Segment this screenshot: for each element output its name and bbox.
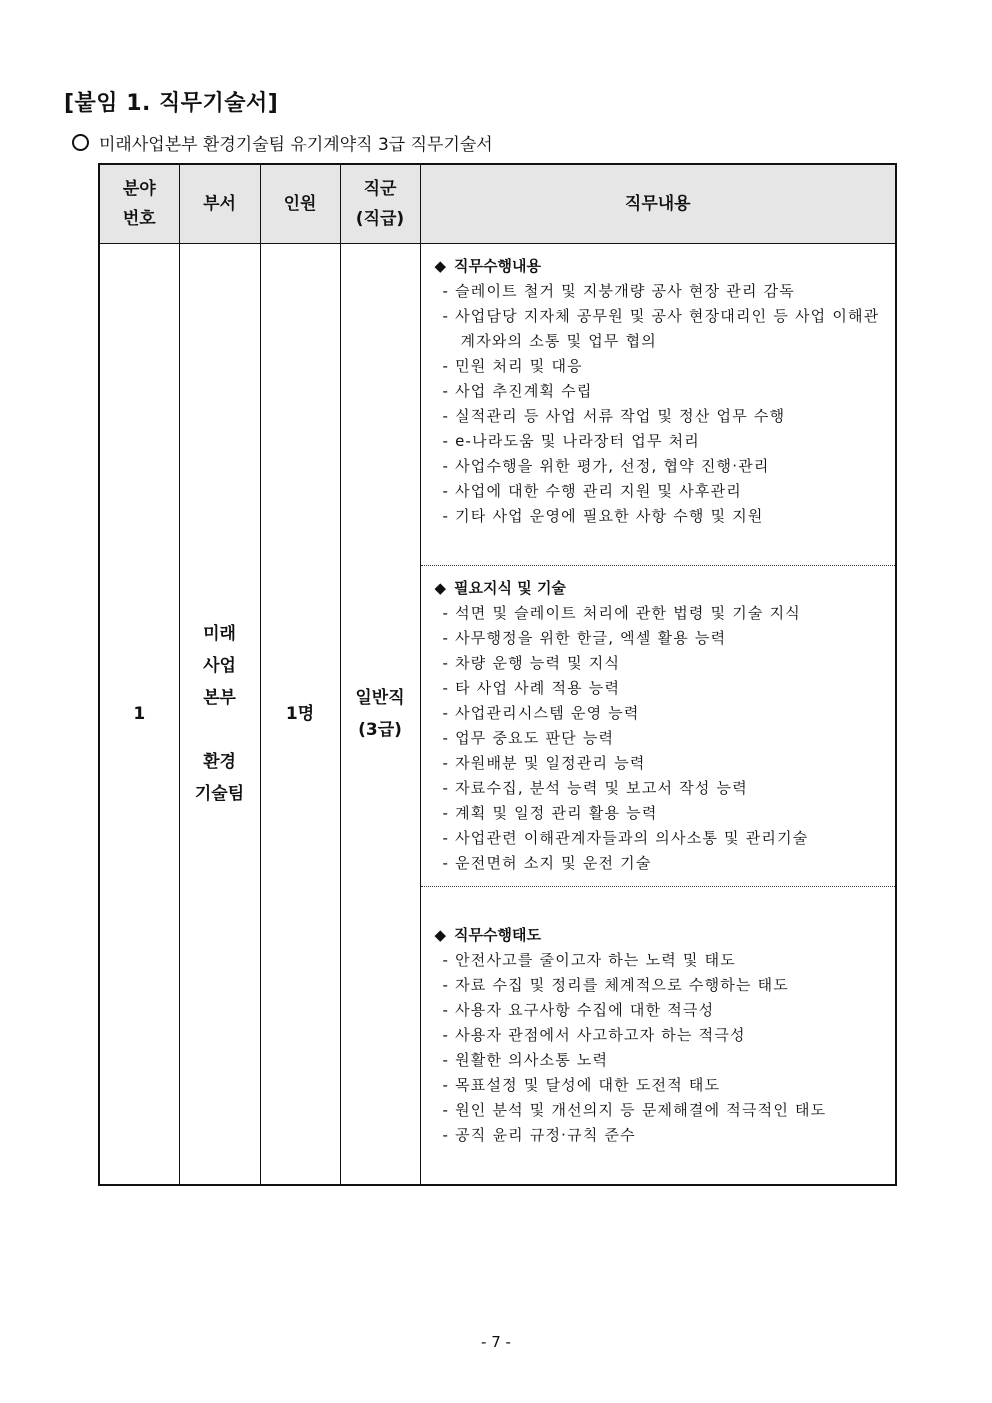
header-headcount: 인원 [260, 164, 340, 244]
section-title: 필요지식 및 기술 [454, 579, 566, 597]
cell-department: 미래 사업 본부 환경 기술팀 [179, 244, 260, 1185]
list-item: - 원인 분석 및 개선의지 등 문제해결에 적극적인 태도 [442, 1101, 827, 1119]
job-description-table [98, 163, 897, 1186]
list-item: - 사업관련 이해관계자들과의 의사소통 및 관리기술 [442, 829, 809, 847]
header-field-no: 분야 번호 [99, 164, 179, 244]
list-item: - 업무 중요도 판단 능력 [442, 729, 615, 747]
list-item: - 사업에 대한 수행 관리 지원 및 사후관리 [442, 482, 742, 500]
list-item: - 자원배분 및 일정관리 능력 [442, 754, 646, 772]
list-item: - 차량 운행 능력 및 지식 [442, 654, 621, 672]
section-duties [421, 244, 896, 565]
list-item: - 안전사고를 줄이고자 하는 노력 및 태도 [442, 951, 736, 969]
table-header-row [99, 164, 896, 244]
section-title: 직무수행내용 [454, 257, 541, 275]
list-item: - 자료 수집 및 정리를 체계적으로 수행하는 태도 [442, 976, 790, 994]
duties-list [435, 279, 886, 529]
list-item: - 타 사업 사례 적용 능력 [442, 679, 621, 697]
list-item: - 사업담당 지자체 공무원 및 공사 현장대리인 등 사업 이해관계자와의 소통 및 업무 협의 [442, 307, 880, 350]
list-item: - 실적관리 등 사업 서류 작업 및 정산 업무 수행 [442, 407, 786, 425]
table-row [99, 244, 896, 1185]
list-item: - 사업수행을 위한 평가, 선정, 협약 진행·관리 [442, 457, 770, 475]
cell-field-no: 1 [99, 244, 179, 1185]
list-item: - 운전면허 소지 및 운전 기술 [442, 854, 652, 872]
section-title: 직무수행태도 [454, 926, 541, 944]
list-item: - 사무행정을 위한 한글, 엑셀 활용 능력 [442, 629, 727, 647]
list-item: - 원활한 의사소통 노력 [442, 1051, 609, 1069]
list-item: - 사용자 관점에서 사고하고자 하는 적극성 [442, 1026, 746, 1044]
subtitle [72, 130, 493, 155]
page-number: - 7 - [481, 1333, 511, 1351]
list-item: - e-나라도움 및 나라장터 업무 처리 [442, 432, 700, 450]
page-title: [붙임 1. 직무기술서] [64, 91, 279, 116]
section-knowledge-skills [421, 565, 896, 886]
list-item: - 사용자 요구사항 수집에 대한 적극성 [442, 1001, 715, 1019]
attitude-list [435, 948, 886, 1148]
knowledge-list [435, 601, 886, 876]
cell-job-grade: 일반직 (3급) [340, 244, 420, 1185]
cell-job-content [420, 244, 896, 1185]
section-attitude [421, 886, 896, 1158]
list-item: - 사업 추진계획 수립 [442, 382, 593, 400]
diamond-bullet-icon: ◆ [434, 579, 447, 597]
list-item: - 석면 및 슬레이트 처리에 관한 법령 및 기술 지식 [442, 604, 801, 622]
list-item: - 사업관리시스템 운영 능력 [442, 704, 640, 722]
diamond-bullet-icon: ◆ [434, 257, 447, 275]
header-job-grade: 직군 (직급) [340, 164, 420, 244]
diamond-bullet-icon: ◆ [434, 926, 447, 944]
list-item: - 슬레이트 철거 및 지붕개량 공사 현장 관리 감독 [442, 282, 795, 300]
circle-bullet-icon [72, 134, 89, 151]
list-item: - 목표설정 및 달성에 대한 도전적 태도 [442, 1076, 721, 1094]
list-item: - 민원 처리 및 대응 [442, 357, 583, 375]
subtitle-text: 미래사업본부 환경기술팀 유기계약직 3급 직무기술서 [99, 135, 493, 155]
list-item: - 자료수집, 분석 능력 및 보고서 작성 능력 [442, 779, 748, 797]
list-item: - 공직 윤리 규정·규칙 준수 [442, 1126, 636, 1144]
cell-headcount: 1명 [260, 244, 340, 1185]
list-item: - 계획 및 일정 관리 활용 능력 [442, 804, 658, 822]
header-job-content: 직무내용 [420, 164, 896, 244]
header-department: 부서 [179, 164, 260, 244]
list-item: - 기타 사업 운영에 필요한 사항 수행 및 지원 [442, 507, 764, 525]
